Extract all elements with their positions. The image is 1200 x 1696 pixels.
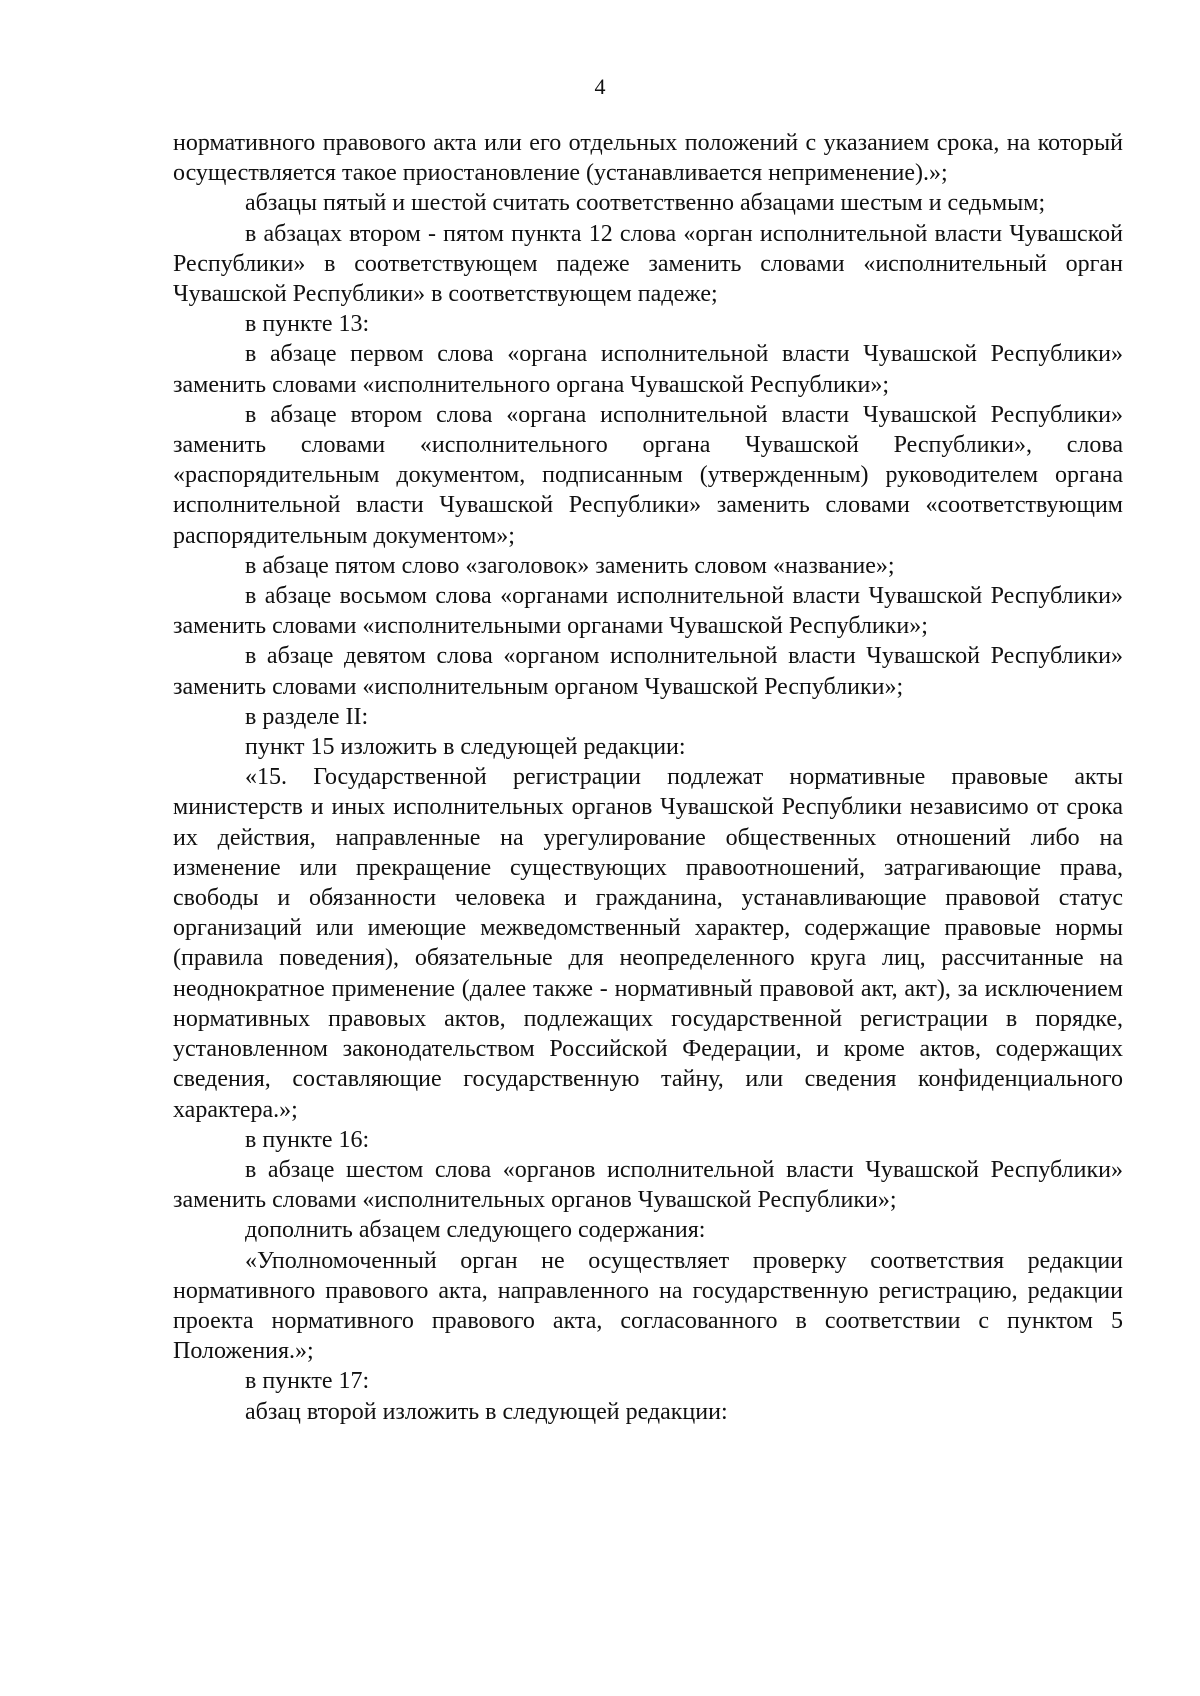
paragraph: в абзаце шестом слова «органов исполнительной власти Чувашской Республики» заменить словами «исполнительных органов Чувашской Республики»; [173,1156,1123,1214]
paragraph: абзацы пятый и шестой считать соответственно абзацами шестым и седьмым; [245,190,1046,217]
paragraph: «Уполномоченный орган не осуществляет проверку соответствия редакции нормативного правового акта, направленного на государственную регистрацию, редакции проекта нормативного правового акта, согласованного в соответствии с пунктом 5 Положения.»; [173,1247,1123,1365]
paragraph: в пункте 16: [245,1126,370,1153]
paragraph: пункт 15 изложить в следующей редакции: [245,734,686,761]
paragraph: в абзаце девятом слова «органом исполнительной власти Чувашской Республики» заменить словами «исполнительным органом Чувашской Республики»; [173,643,1123,700]
paragraph: нормативного правового акта или его отдельных положений с указанием срока, на который осуществляется такое приостановление (устанавливается неприменение).»; [173,130,1123,187]
paragraph: в абзаце втором слова «органа исполнительной власти Чувашской Республики» заменить словами «исполнительного органа Чувашской Республики», слова «распорядительным документом, подписанным (утвержденным) руководителем органа исполнительной власти Чувашской Республики» заменить словами «соответствующим распорядительным документом»; [173,401,1123,549]
paragraph: в разделе II: [245,703,369,730]
paragraph: в абзаце пятом слово «заголовок» заменить словом «название»; [245,552,895,579]
paragraph: абзац второй изложить в следующей редакции: [245,1398,728,1425]
page-number: 4 [594,74,606,99]
paragraph: в пункте 17: [245,1368,370,1395]
paragraph: в пункте 13: [245,311,370,338]
paragraph: в абзаце восьмом слова «органами исполнительной власти Чувашской Республики» заменить словами «исполнительными органами Чувашской Республики»; [173,583,1123,640]
paragraph: в абзацах втором - пятом пункта 12 слова «орган исполнительной власти Чувашской Республики» в соответствующем падеже заменить словами «исполнительный орган Чувашской Республики» в соответствующем падеже; [173,220,1123,308]
paragraph: в абзаце первом слова «органа исполнительной власти Чувашской Республики» заменить словами «исполнительного органа Чувашской Республики»; [173,341,1123,398]
paragraph: «15. Государственной регистрации подлежат нормативные правовые акты министерств и иных исполнительных органов Чувашской Республики независимо от срока их действия, направленные на урегулирование общественных отношений либо на изменение или прекращение существующих правоотношений, затрагивающие права, свободы и обязанности человека и гражданина, устанавливающие правовой статус организаций или имеющие межведомственный характер, содержащие правовые нормы (правила поведения), обязательные для неопределенного круга лиц, рассчитанные на неоднократное применение (далее также - нормативный правовой акт, акт), за исключением нормативных правовых актов, подлежащих государственной регистрации в порядке, установленном законодательством Российской Федерации, и кроме актов, содержащих сведения, составляющие государственную тайну, или сведения конфиденциального характера.»; [173,764,1123,1123]
paragraph: дополнить абзацем следующего содержания: [245,1217,706,1244]
document-body [173,128,1123,1427]
